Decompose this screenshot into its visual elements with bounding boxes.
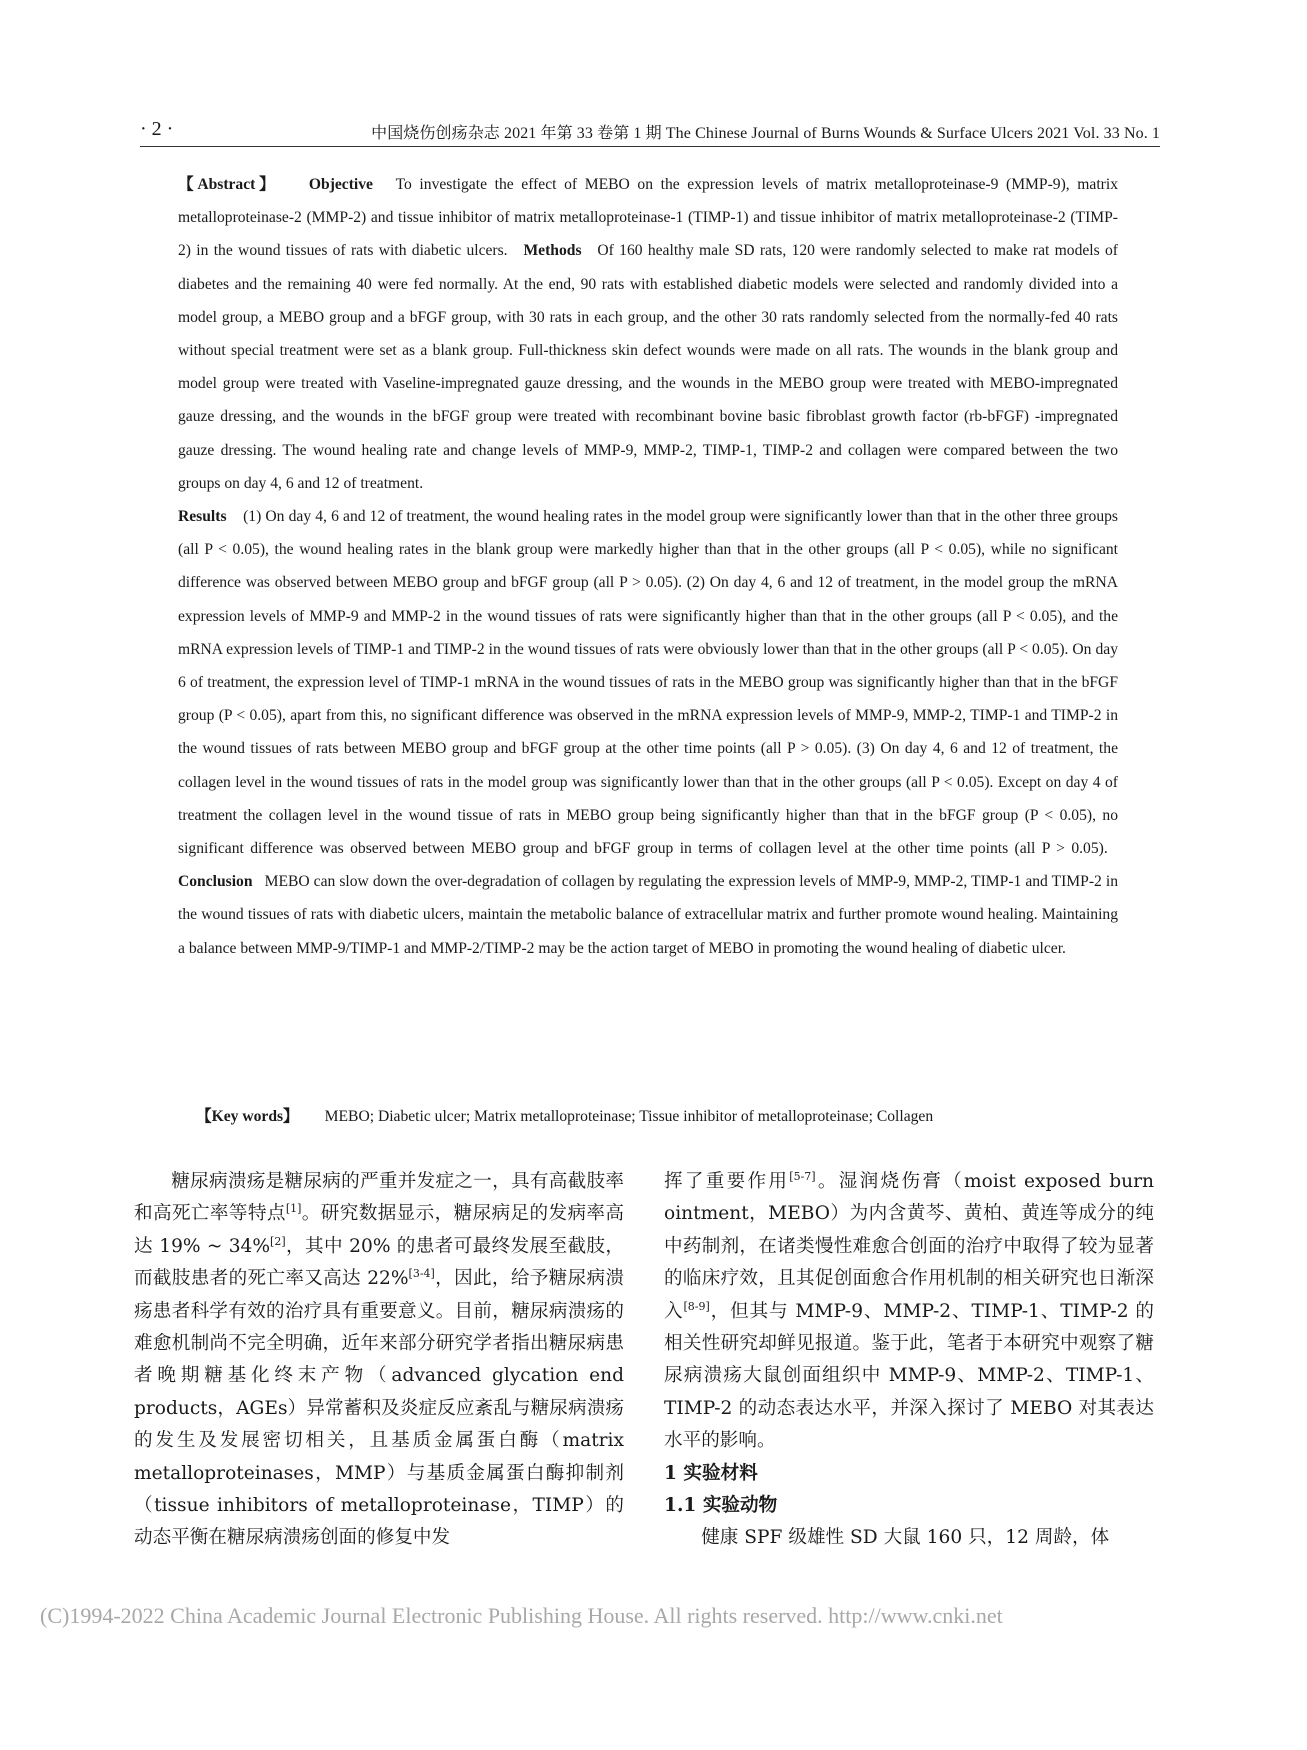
results-text: (1) On day 4, 6 and 12 of treatment, the wound healing rates in the model group were significantly lower than that in the other three groups (all P < 0.05), the wound healing rates in the blank group were markedly higher than that in the other groups (all P < 0.05), while no significant difference was observed between MEBO group and bFGF group (all P > 0.05). (2) On day 4, 6 and 12 of treatment, in the model group the mRNA expression levels of MMP-9 and MMP-2 in the wound tissues of rats were significantly higher than that in the other groups (all P < 0.05), and the mRNA expression levels of TIMP-1 and TIMP-2 in the wound tissues of rats were obviously lower than that in the other groups (all P < 0.05). On day 6 of treatment, the expression level of TIMP-1 mRNA in the wound tissues of rats in the MEBO group was significantly higher than that in the bFGF group (P < 0.05), apart from this, no significant difference was observed in the mRNA expression levels of MMP-9, MMP-2, TIMP-1 and TIMP-2 in the wound tissues of rats between MEBO group and bFGF group at the other time points (all P > 0.05). (3) On day 4, 6 and 12 of treatment, the collagen level in the wound tissues of rats in the model group was significantly lower than that in the other groups (all P < 0.05). Except on day 4 of treatment the collagen level in the wound tissue of rats in MEBO group being significantly higher than that in the bFGF group (P < 0.05), no significant difference was observed between MEBO group and bFGF group in terms of collagen level at the other time points (all P > 0.05).	[178, 508, 1118, 858]
copyright-footer: (C)1994-2022 China Academic Journal Electronic Publishing House. All rights reserved. http://www.cnki.net	[40, 1603, 1003, 1628]
conclusion-text: MEBO can slow down the over-degradation of collagen by regulating the expression levels of MMP-9, MMP-2, TIMP-1 and TIMP-2 in the wound tissues of rats with diabetic ulcers, maintain the metabolic balance of extracellular matrix and further promote wound healing. Maintaining a balance between MMP-9/TIMP-1 and MMP-2/TIMP-2 may be the action target of MEBO in promoting the wound healing of diabetic ulcer.	[178, 873, 1118, 957]
intro-text-2: 。研究数据显示，糖尿病足的发病率高达 19% ~ 34%	[134, 1203, 624, 1257]
citation-ref: [2]	[270, 1234, 286, 1248]
methods-label: Methods	[523, 242, 582, 260]
intro-text-5: 挥了重要作用	[664, 1171, 790, 1192]
english-abstract	[178, 168, 1118, 965]
body-column-right	[664, 1166, 1154, 1555]
intro-text-7: ，但其与 MMP-9、MMP-2、TIMP-1、TIMP-2 的相关性研究却鲜见报道。鉴于此，笔者于本研究中观察了糖尿病溃疡大鼠创面组织中 MMP-9、MMP-2、TIMP-1、TIMP-2 的动态表达水平，并深入探讨了 MEBO 对其表达水平的影响。	[664, 1300, 1154, 1452]
page-header	[140, 118, 1160, 148]
header-rule	[140, 146, 1160, 147]
citation-ref: [8-9]	[683, 1299, 710, 1313]
results-label: Results	[178, 508, 227, 526]
objective-label: Objective	[308, 176, 373, 193]
page-number: · 2 ·	[140, 118, 174, 140]
journal-citation: 中国烧伤创疡杂志 2021 年第 33 卷第 1 期 The Chinese Journal of Burns Wounds & Surface Ulcers 2021 Vol. 33 No. 1	[371, 125, 1160, 142]
methods-text: Of 160 healthy male SD rats, 120 were randomly selected to make rat models of diabetes and the remaining 40 were fed normally. At the end, 90 rats with established diabetic models were selected and randomly divided into a model group, a MEBO group and a bFGF group, with 30 rats in each group, and the other 30 rats randomly selected from the normally-fed 40 rats without special treatment were set as a blank group. Full-thickness skin defect wounds were made on all rats. The wounds in the blank group and model group were treated with Vaseline-impregnated gauze dressing, and the wounds in the MEBO group were treated with MEBO-impregnated gauze dressing, and the wounds in the bFGF group were treated with recombinant bovine basic fibroblast growth factor (rb-bFGF) -impregnated gauze dressing. The wound healing rate and change levels of MMP-9, MMP-2, TIMP-1, TIMP-2 and collagen were compared between the two groups on day 4, 6 and 12 of treatment.	[178, 242, 1118, 492]
keywords	[196, 1105, 1136, 1129]
citation-ref: [1]	[285, 1202, 302, 1216]
body-column-left	[134, 1166, 624, 1555]
citation-ref: [5-7]	[789, 1170, 816, 1183]
intro-text-3: ，其中 20% 的患者可最终发展至截肢，而截肢患者的死亡率又高达 22%	[134, 1235, 624, 1290]
keywords-text: MEBO; Diabetic ulcer; Matrix metalloproteinase; Tissue inhibitor of metalloproteinase; Collagen	[324, 1108, 934, 1125]
section-heading-1: 1 实验材料	[664, 1462, 758, 1484]
intro-text-4: ，因此，给予糖尿病溃疡患者科学有效的治疗具有重要意义。目前，糖尿病溃疡的难愈机制尚不完全明确，近年来部分研究学者指出糖尿病患者晚期糖基化终末产物（advanced glycation end products，AGEs）异常蓄积及炎症反应紊乱与糖尿病溃疡的发生及发展密切相关，且基质金属蛋白酶（matrix metalloproteinases，MMP）与基质金属蛋白酶抑制剂（tissue inhibitors of metalloproteinase，TIMP）的动态平衡在糖尿病溃疡创面的修复中发	[134, 1268, 624, 1549]
intro-text-1: 糖尿病溃疡是糖尿病的严重并发症之一，具有高截肢率和高死亡率等特点	[134, 1171, 624, 1225]
keywords-label: 【Key words】	[196, 1108, 299, 1125]
intro-paragraph	[134, 1166, 624, 1555]
animals-paragraph: 健康 SPF 级雄性 SD 大鼠 160 只，12 周龄，体	[701, 1527, 1110, 1549]
intro-text-6: 。湿润烧伤膏（moist exposed burn ointment，MEBO）为内含黄芩、黄柏、黄连等成分的纯中药制剂，在诸类慢性难愈合创面的治疗中取得了较为显著的临床疗效，且其促创面愈合作用机制的相关研究也日渐深入	[664, 1171, 1154, 1322]
citation-ref: [3-4]	[408, 1267, 435, 1281]
abstract-label: 【Abstract】	[178, 176, 279, 193]
section-heading-1-1: 1.1 实验动物	[664, 1495, 778, 1517]
intro-paragraph-cont	[664, 1166, 1154, 1458]
objective-text: To investigate the effect of MEBO on the expression levels of matrix metalloproteinase-9 (MMP-9), matrix metalloproteinase-2 (MMP-2) and tissue inhibitor of matrix metalloproteinase-1 (TIMP-1) and tissue inhibitor of matrix metalloproteinase-2 (TIMP-2) in the wound tissues of rats with diabetic ulcers.	[178, 176, 1119, 260]
conclusion-label: Conclusion	[178, 873, 253, 891]
